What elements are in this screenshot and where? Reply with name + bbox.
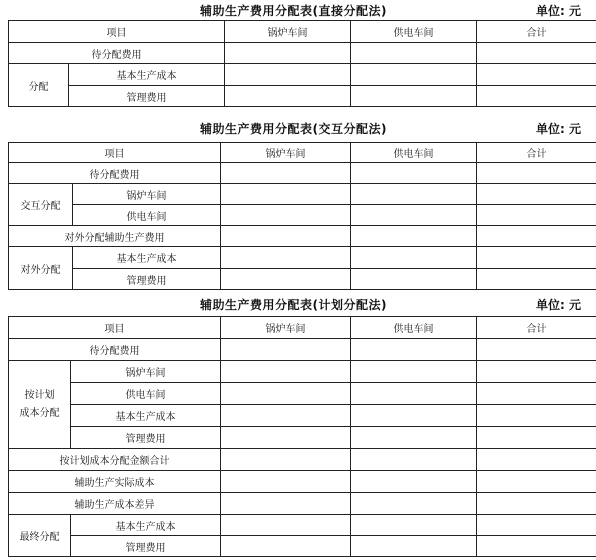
table3-header-row — [9, 317, 596, 339]
table1-cell-mgmt-power[interactable] — [351, 86, 477, 107]
table2-title: 辅助生产费用分配表(交互分配法) — [200, 122, 387, 136]
table2-row-pending-label: 待分配费用 — [9, 163, 221, 184]
table2-group-external: 对外分配 — [9, 247, 73, 290]
table1-group-allocation: 分配 — [9, 64, 69, 107]
table3-cell-plantotal-boiler[interactable] — [221, 449, 351, 471]
table1-header-item: 项目 — [9, 21, 225, 43]
table3-title: 辅助生产费用分配表(计划分配法) — [200, 298, 387, 312]
table1-cell-basic-total[interactable] — [477, 64, 596, 86]
table3-row-final-mgmt-label: 管理费用 — [71, 536, 221, 557]
table-row — [9, 163, 596, 184]
table3-cell-final-mgmt-boiler[interactable] — [221, 536, 351, 557]
table3-cell-final-basic-boiler[interactable] — [221, 515, 351, 536]
table3-cell-final-basic-power[interactable] — [351, 515, 477, 536]
table1-row-pending-label: 待分配费用 — [9, 43, 225, 64]
table3-row-mgmt-label: 管理费用 — [71, 427, 221, 449]
table2-row-power-label: 供电车间 — [73, 205, 221, 226]
table3-cell-boiler-power[interactable] — [351, 361, 477, 383]
table3-cell-pending-boiler[interactable] — [221, 339, 351, 361]
table1-cell-basic-boiler[interactable] — [225, 64, 351, 86]
table3-cell-basic-total[interactable] — [477, 405, 596, 427]
table2-cell-pending-power[interactable] — [351, 163, 477, 184]
table3-row-final-basic-label: 基本生产成本 — [71, 515, 221, 536]
table-row — [9, 226, 596, 247]
table3-row-pending-label: 待分配费用 — [9, 339, 221, 361]
table-row — [9, 43, 596, 64]
table2-unit: 单位: 元 — [536, 122, 581, 136]
table1-cell-basic-power[interactable] — [351, 64, 477, 86]
table3-cell-mgmt-power[interactable] — [351, 427, 477, 449]
table3-header-total: 合计 — [477, 317, 596, 339]
table-row — [9, 471, 596, 493]
table3-header-power: 供电车间 — [351, 317, 477, 339]
table3-header-boiler: 锅炉车间 — [221, 317, 351, 339]
table3-cell-final-basic-total[interactable] — [477, 515, 596, 536]
table2-reciprocal-allocation — [8, 142, 596, 290]
table3-cell-power-total[interactable] — [477, 383, 596, 405]
table2-cell-external-total[interactable] — [477, 226, 596, 247]
table3-cell-actual-boiler[interactable] — [221, 471, 351, 493]
table2-header-total: 合计 — [477, 143, 596, 163]
table1-header-power: 供电车间 — [351, 21, 477, 43]
table-row — [9, 427, 596, 449]
table3-cell-basic-power[interactable] — [351, 405, 477, 427]
table1-unit: 单位: 元 — [536, 4, 581, 18]
table2-cell-external-power[interactable] — [351, 226, 477, 247]
table-row — [9, 449, 596, 471]
table1-row-mgmt-label: 管理费用 — [69, 86, 225, 107]
table3-cell-boiler-total[interactable] — [477, 361, 596, 383]
table3-planned-allocation — [8, 316, 596, 557]
table3-row-basic-label: 基本生产成本 — [71, 405, 221, 427]
table1-direct-allocation — [8, 20, 596, 107]
table1-cell-pending-total[interactable] — [477, 43, 596, 64]
table-row — [9, 205, 596, 226]
table3-cell-pending-total[interactable] — [477, 339, 596, 361]
table3-cell-variance-power[interactable] — [351, 493, 477, 515]
table2-cell-power-boiler[interactable] — [221, 205, 351, 226]
table3-cell-final-mgmt-power[interactable] — [351, 536, 477, 557]
table2-row-external-total-label: 对外分配辅助生产费用 — [9, 226, 221, 247]
table3-cell-pending-power[interactable] — [351, 339, 477, 361]
table-row — [9, 383, 596, 405]
table3-group-planned — [9, 361, 71, 449]
table2-header-item: 项目 — [9, 143, 221, 163]
table3-cell-mgmt-total[interactable] — [477, 427, 596, 449]
table2-header-row — [9, 143, 596, 163]
table2-cell-pending-total[interactable] — [477, 163, 596, 184]
table-row — [9, 86, 596, 107]
table-row — [9, 515, 596, 536]
table3-cell-mgmt-boiler[interactable] — [221, 427, 351, 449]
table2-row-mgmt-label: 管理费用 — [73, 269, 221, 290]
table2-cell-boiler-power[interactable] — [351, 184, 477, 205]
table3-cell-variance-total[interactable] — [477, 493, 596, 515]
table1-cell-mgmt-total[interactable] — [477, 86, 596, 107]
table2-cell-mgmt-total[interactable] — [477, 269, 596, 290]
table2-cell-power-total[interactable] — [477, 205, 596, 226]
table-row — [9, 405, 596, 427]
table2-row-basic-label: 基本生产成本 — [73, 247, 221, 269]
table2-cell-external-boiler[interactable] — [221, 226, 351, 247]
table3-cell-basic-boiler[interactable] — [221, 405, 351, 427]
table2-header-boiler: 锅炉车间 — [221, 143, 351, 163]
table3-row-power-label: 供电车间 — [71, 383, 221, 405]
table3-cell-variance-boiler[interactable] — [221, 493, 351, 515]
table1-header-row — [9, 21, 596, 43]
table3-cell-power-power[interactable] — [351, 383, 477, 405]
table-row — [9, 361, 596, 383]
table3-cell-final-mgmt-total[interactable] — [477, 536, 596, 557]
table-row — [9, 64, 596, 86]
table-row — [9, 536, 596, 557]
table-row — [9, 493, 596, 515]
table2-cell-boiler-boiler[interactable] — [221, 184, 351, 205]
table3-group-final: 最终分配 — [9, 515, 71, 557]
table3-cell-plantotal-power[interactable] — [351, 449, 477, 471]
table2-cell-basic-boiler[interactable] — [221, 247, 351, 269]
table-row — [9, 184, 596, 205]
table2-cell-pending-boiler[interactable] — [221, 163, 351, 184]
table3-cell-actual-power[interactable] — [351, 471, 477, 493]
table1-title: 辅助生产费用分配表(直接分配法) — [200, 4, 387, 18]
table3-header-item: 项目 — [9, 317, 221, 339]
table3-row-variance-label: 辅助生产成本差异 — [9, 493, 221, 515]
table1-header-boiler: 锅炉车间 — [225, 21, 351, 43]
table1-cell-pending-boiler[interactable] — [225, 43, 351, 64]
table1-cell-mgmt-boiler[interactable] — [225, 86, 351, 107]
table2-cell-mgmt-power[interactable] — [351, 269, 477, 290]
table1-row-basic-label: 基本生产成本 — [69, 64, 225, 86]
table3-row-actual-label: 辅助生产实际成本 — [9, 471, 221, 493]
table2-cell-boiler-total[interactable] — [477, 184, 596, 205]
table2-group-reciprocal: 交互分配 — [9, 184, 73, 226]
table3-group-planned-line2: 成本分配 — [19, 407, 60, 419]
table2-cell-power-power[interactable] — [351, 205, 477, 226]
table2-cell-basic-total[interactable] — [477, 247, 596, 269]
table3-cell-plantotal-total[interactable] — [477, 449, 596, 471]
table1-header-total: 合计 — [477, 21, 596, 43]
table2-cell-mgmt-boiler[interactable] — [221, 269, 351, 290]
table2-header-power: 供电车间 — [351, 143, 477, 163]
table-row — [9, 269, 596, 290]
table3-unit: 单位: 元 — [536, 298, 581, 312]
table-row — [9, 247, 596, 269]
table2-cell-basic-power[interactable] — [351, 247, 477, 269]
table3-cell-power-boiler[interactable] — [221, 383, 351, 405]
table1-cell-pending-power[interactable] — [351, 43, 477, 64]
table3-cell-actual-total[interactable] — [477, 471, 596, 493]
table3-row-plan-total-label: 按计划成本分配金额合计 — [9, 449, 221, 471]
table3-cell-boiler-boiler[interactable] — [221, 361, 351, 383]
table-row — [9, 339, 596, 361]
table2-row-boiler-label: 锅炉车间 — [73, 184, 221, 205]
table3-row-boiler-label: 锅炉车间 — [71, 361, 221, 383]
table3-group-planned-line1: 按计划 — [24, 389, 55, 401]
